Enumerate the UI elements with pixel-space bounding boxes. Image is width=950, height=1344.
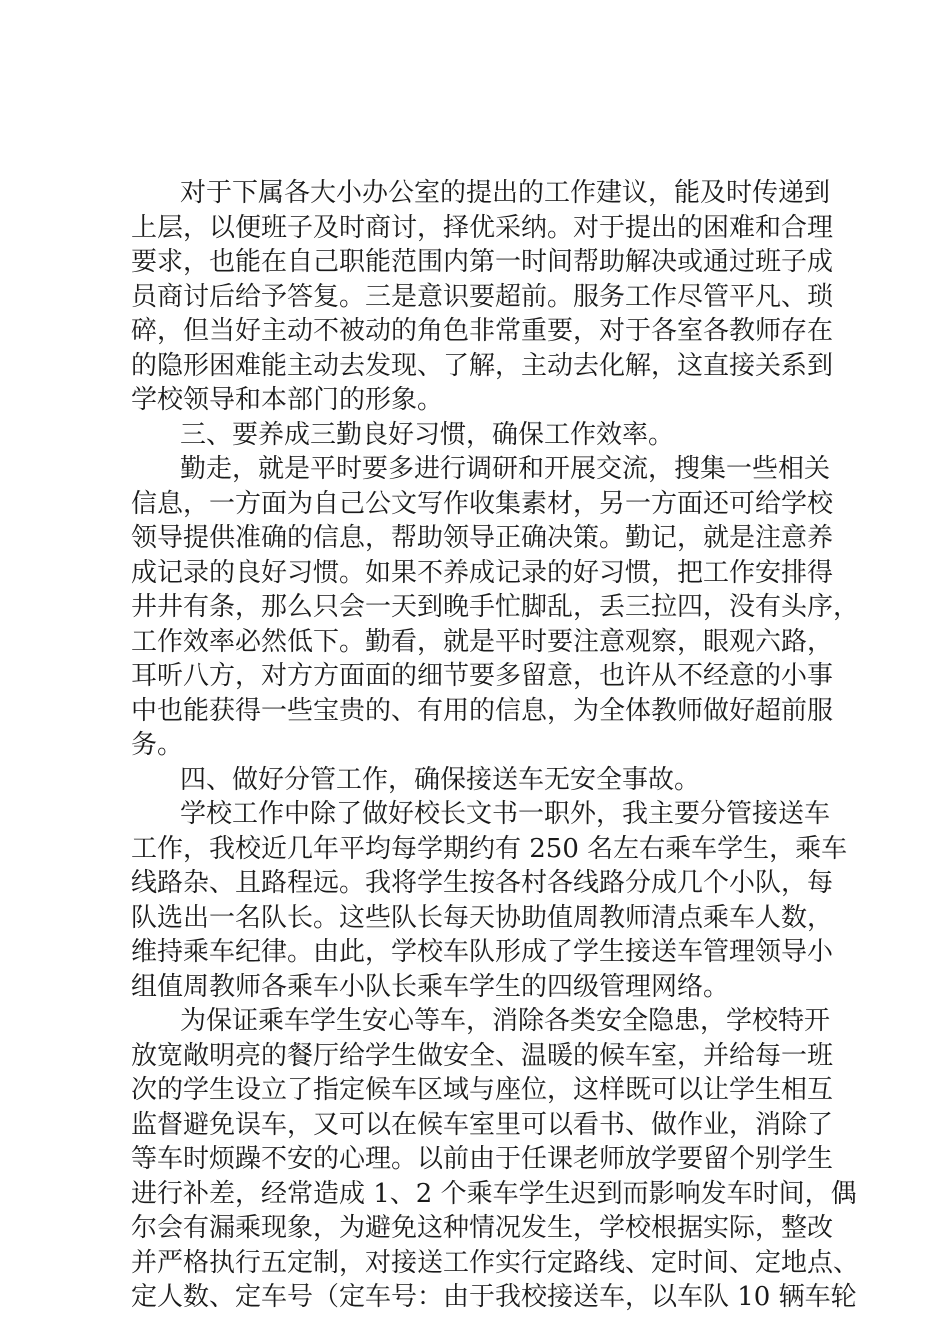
body-text-line: 务。: [131, 730, 184, 760]
body-text-line: 监督避免误车，又可以在候车室里可以看书、做作业，消除了: [131, 1110, 834, 1140]
body-text-line: 定人数、定车号（定车号：由于我校接送车，以车队 10 辆车轮: [131, 1282, 857, 1312]
body-text-line: 放宽敞明亮的餐厅给学生做安全、温暖的候车室，并给每一班: [131, 1041, 834, 1071]
body-text-line: 进行补差，经常造成 1、2 个乘车学生迟到而影响发车时间，偶: [131, 1179, 857, 1209]
body-text-line: 碎，但当好主动不被动的角色非常重要，对于各室各教师存在: [131, 316, 834, 346]
body-text-line: 工作效率必然低下。勤看，就是平时要注意观察，眼观六路，: [131, 627, 834, 657]
body-text-line: 学校工作中除了做好校长文书一职外，我主要分管接送车: [180, 799, 831, 829]
body-text-line: 勤走，就是平时要多进行调研和开展交流，搜集一些相关: [180, 454, 831, 484]
body-text-line: 员商讨后给予答复。三是意识要超前。服务工作尽管平凡、琐: [131, 282, 834, 312]
section-heading: 三、要养成三勤良好习惯，确保工作效率。: [180, 420, 675, 450]
body-text-line: 等车时烦躁不安的心理。以前由于任课老师放学要留个别学生: [131, 1144, 834, 1174]
body-text-line: 成记录的良好习惯。如果不养成记录的好习惯，把工作安排得: [131, 558, 834, 588]
body-text-line: 队选出一名队长。这些队长每天协助值周教师清点乘车人数，: [131, 903, 834, 933]
body-text-line: 尔会有漏乘现象，为避免这种情况发生，学校根据实际，整改: [131, 1213, 834, 1243]
body-text-line: 对于下属各大小办公室的提出的工作建议，能及时传递到: [180, 178, 831, 208]
body-text-line: 耳听八方，对方方面面的细节要多留意，也许从不经意的小事: [131, 661, 834, 691]
body-text-line: 信息，一方面为自己公文写作收集素材，另一方面还可给学校: [131, 489, 834, 519]
body-text-line: 并严格执行五定制，对接送工作实行定路线、定时间、定地点、: [131, 1248, 860, 1278]
body-text-line: 组值周教师各乘车小队长乘车学生的四级管理网络。: [131, 972, 730, 1002]
body-text-line: 中也能获得一些宝贵的、有用的信息，为全体教师做好超前服: [131, 696, 834, 726]
body-text-line: 为保证乘车学生安心等车，消除各类安全隐患，学校特开: [180, 1006, 831, 1036]
body-text-line: 次的学生设立了指定候车区域与座位，这样既可以让学生相互: [131, 1075, 834, 1105]
section-heading: 四、做好分管工作，确保接送车无安全事故。: [180, 765, 701, 795]
body-text-line: 线路杂、且路程远。我将学生按各村各线路分成几个小队，每: [131, 868, 834, 898]
body-text-line: 的隐形困难能主动去发现、了解，主动去化解，这直接关系到: [131, 351, 834, 381]
body-text-line: 工作，我校近几年平均每学期约有 250 名左右乘车学生，乘车: [131, 834, 848, 864]
body-text-line: 维持乘车纪律。由此，学校车队形成了学生接送车管理领导小: [131, 937, 834, 967]
body-text-line: 学校领导和本部门的形象。: [131, 385, 444, 415]
body-text-line: 上层，以便班子及时商讨，择优采纳。对于提出的困难和合理: [131, 213, 834, 243]
body-text-line: 领导提供准确的信息，帮助领导正确决策。勤记，就是注意养: [131, 523, 834, 553]
body-text-line: 井井有条，那么只会一天到晚手忙脚乱，丢三拉四，没有头序，: [131, 592, 860, 622]
body-text-line: 要求，也能在自己职能范围内第一时间帮助解决或通过班子成: [131, 247, 834, 277]
